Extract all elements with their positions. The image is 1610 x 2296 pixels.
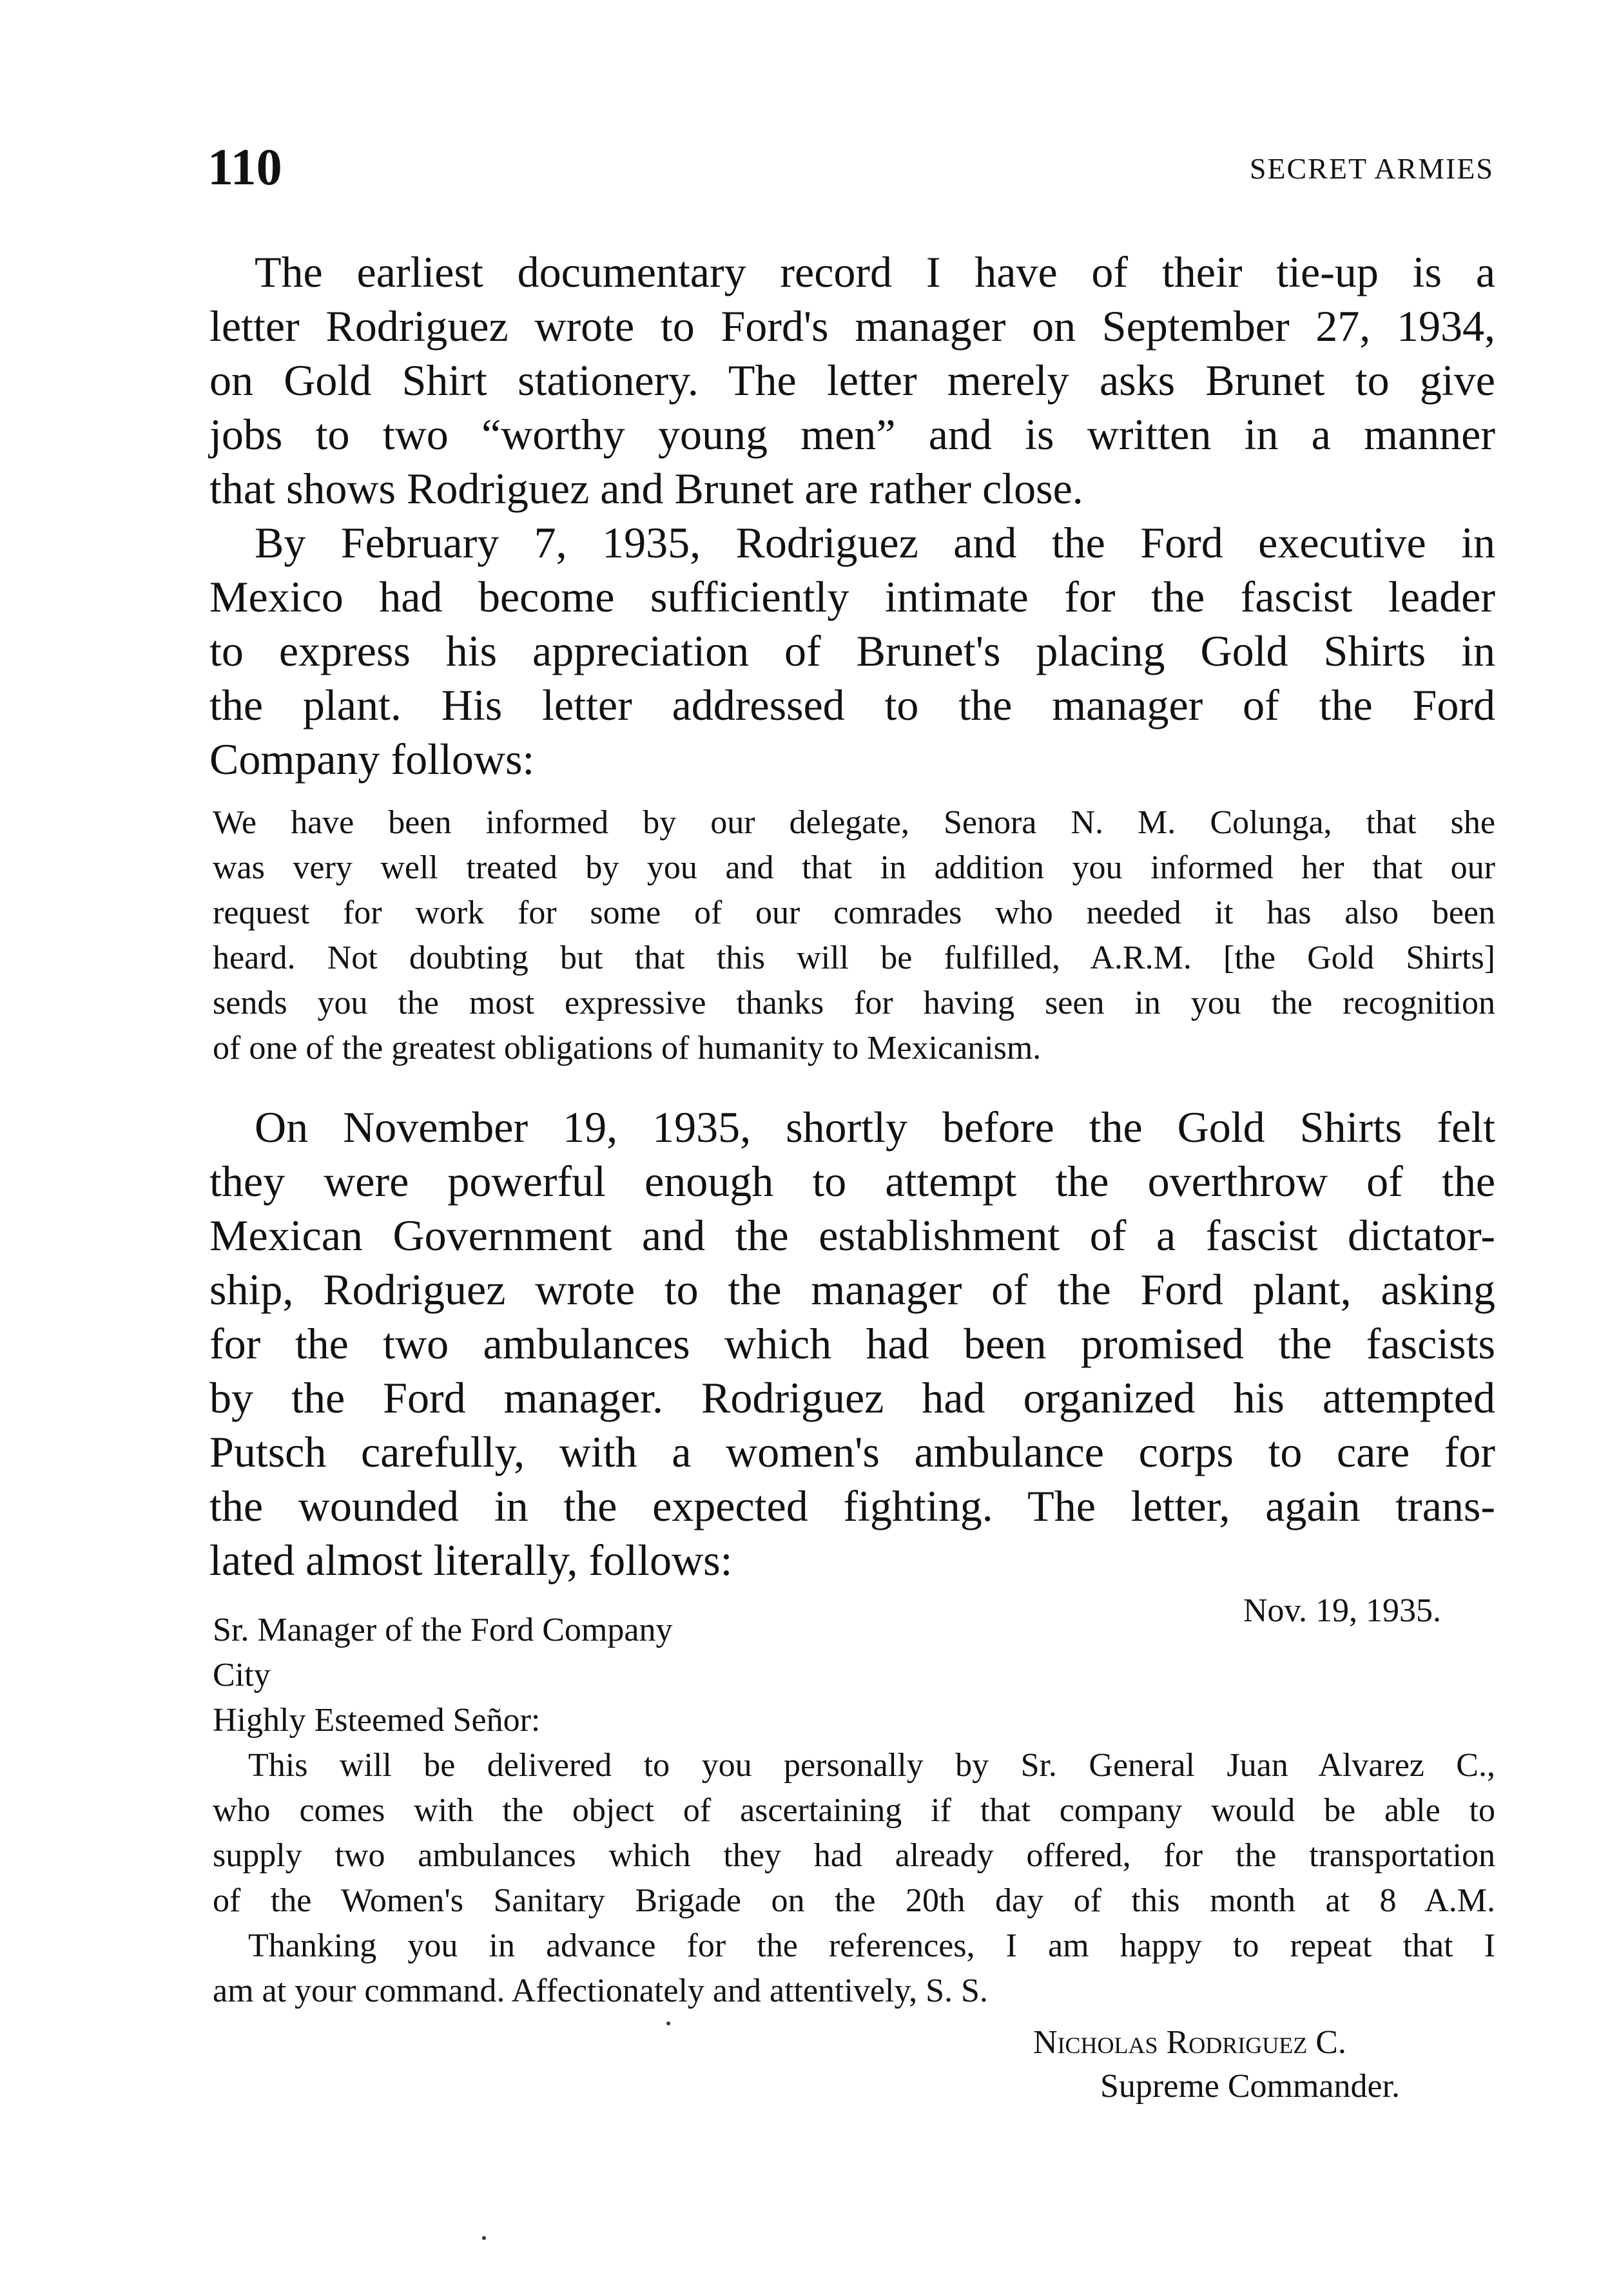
text-line: am at your command. Affectionately and attentively, S. S. — [213, 1973, 988, 2009]
signature-name: Nicholas Rodriguez C. — [1033, 2024, 1346, 2061]
text-line: on Gold Shirt stationery. The letter merely asks Brunet to give — [209, 356, 1495, 405]
text-line: This will be delivered to you personally by Sr. General Juan Alvarez C., — [248, 1747, 1495, 1784]
text-line: they were powerful enough to attempt the overthrow of the — [209, 1157, 1495, 1206]
text-line: of one of the greatest obligations of humanity to Mexicanism. — [213, 1030, 1042, 1066]
text-line: On November 19, 1935, shortly before the Gold Shirts felt — [255, 1103, 1495, 1152]
paragraph-3 — [209, 1100, 1495, 1587]
text-line: ship, Rodriguez wrote to the manager of the Ford plant, asking — [209, 1265, 1495, 1314]
text-line: Company follows: — [209, 735, 535, 784]
text-line: The earliest documentary record I have of their tie-up is a — [255, 247, 1495, 296]
text-line: request for work for some of our comrades who needed it has also been — [213, 894, 1495, 931]
running-title: SECRET ARMIES — [1249, 152, 1494, 185]
paragraph-2 — [209, 516, 1495, 786]
text-line: heard. Not doubting but that this will be fulfilled, A.R.M. [the Gold Shirts] — [213, 940, 1495, 976]
text-line: jobs to two “worthy young men” and is written in a manner — [209, 410, 1495, 459]
text-line: of the Women's Sanitary Brigade on the 20th day of this month at 8 A.M. — [213, 1882, 1495, 1919]
letter-date: Nov. 19, 1935. — [1243, 1592, 1441, 1629]
text-line: to express his appreciation of Brunet's placing Gold Shirts in — [209, 626, 1495, 675]
text-line: was very well treated by you and that in addition you informed her that our — [213, 849, 1495, 886]
text-line: Mexico had become sufficiently intimate for the fascist leader — [209, 572, 1495, 621]
text-line: letter Rodriguez wrote to Ford's manager on September 27, 1934, — [209, 302, 1495, 351]
text-line: who comes with the object of ascertaining if that company would be able to — [213, 1792, 1495, 1829]
text-line: sends you the most expressive thanks for having seen in you the recognition — [213, 985, 1495, 1021]
letter-addressee: Sr. Manager of the Ford Company — [213, 1612, 673, 1648]
letter-salutation: Highly Esteemed Señor: — [213, 1702, 541, 1739]
text-line: the plant. His letter addressed to the manager of the Ford — [209, 680, 1495, 729]
text-line: Putsch carefully, with a women's ambulance corps to care for — [209, 1427, 1495, 1476]
text-line: the wounded in the expected fighting. The letter, again trans- — [209, 1481, 1495, 1530]
text-line: by the Ford manager. Rodriguez had organized his attempted — [209, 1373, 1495, 1422]
text-line: We have been informed by our delegate, Senora N. M. Colunga, that she — [213, 804, 1495, 841]
text-line: for the two ambulances which had been promised the fascists — [209, 1319, 1495, 1368]
ink-speck — [482, 2236, 486, 2240]
text-line: Mexican Government and the establishment of a fascist dictator- — [209, 1211, 1495, 1260]
text-line: that shows Rodriguez and Brunet are rather close. — [209, 464, 1083, 513]
page-number: 110 — [208, 139, 282, 196]
ink-speck — [666, 2021, 670, 2025]
signature-title: Supreme Commander. — [1100, 2068, 1401, 2105]
text-line: lated almost literally, follows: — [209, 1536, 733, 1585]
text-line: supply two ambulances which they had already offered, for the transportation — [213, 1837, 1495, 1874]
text-line: By February 7, 1935, Rodriguez and the Ford executive in — [255, 518, 1495, 567]
text-line: Thanking you in advance for the references, I am happy to repeat that I — [248, 1927, 1495, 1964]
letter-addressee: City — [213, 1657, 271, 1693]
paragraph-1 — [209, 245, 1495, 516]
letter — [213, 1608, 1495, 2014]
block-quote — [213, 800, 1495, 1071]
